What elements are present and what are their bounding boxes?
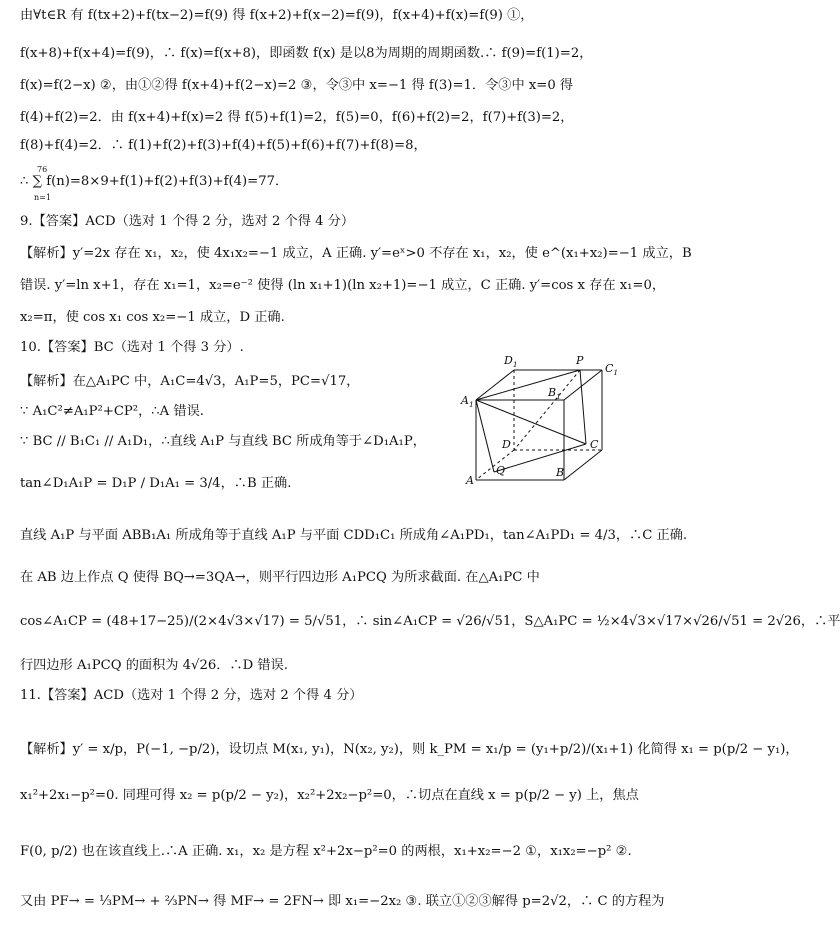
- label-D: D: [502, 438, 511, 451]
- label-C: C: [590, 438, 599, 451]
- answer-heading-10: 10.【答案】BC（选对 1 个得 3 分）.: [20, 340, 244, 355]
- text-line: 又由 PF→ = ⅓PM→ + ⅔PN→ 得 MF→ = 2FN→ 即 x₁=−2x₂ ③. 联立①②③解得 p=2√2，∴ C 的方程为: [20, 894, 665, 909]
- text-line: 由∀t∈R 有 f(tx+2)+f(tx−2)=f(9) 得 f(x+2)+f(x−2)=f(9)，f(x+4)+f(x)=f(9) ①，: [20, 8, 534, 23]
- summation-text: ∴ ∑ f(n)=8×9+f(1)+f(2)+f(3)+f(4)=77．: [20, 174, 289, 189]
- text-line: f(x)=f(2−x) ②，由①②得 f(x+4)+f(2−x)=2 ③，令③中 x=−1 得 f(3)=1．令③中 x=0 得: [20, 78, 574, 93]
- text-line: cos∠A₁CP = (48+17−25)/(2×4√3×√17) = 5/√51，∴ sin∠A₁CP = √26/√51，S△A₁PC = ½×4√3×√17×√26/√51 = 2√26，∴平: [20, 614, 840, 629]
- label-P: P: [576, 354, 584, 367]
- answer-heading-9: 9.【答案】ACD（选对 1 个得 2 分，选对 2 个得 4 分）: [20, 214, 355, 229]
- text-line: 错误. y′=ln x+1，存在 x₁=1，x₂=e⁻² 使得 (ln x₁+1)(ln x₂+1)=−1 成立，C 正确. y′=cos x 存在 x₁=0，: [20, 278, 666, 293]
- text-line: 【解析】y′=2x 存在 x₁，x₂，使 4x₁x₂=−1 成立，A 正确. y′=eˣ>0 不存在 x₁，x₂，使 e^(x₁+x₂)=−1 成立，B: [20, 246, 692, 261]
- label-A1: $A_1$: [461, 394, 474, 409]
- text-line: 直线 A₁P 与平面 ABB₁A₁ 所成角等于直线 A₁P 与平面 CDD₁C₁ 所成角∠A₁PD₁，tan∠A₁PD₁ = 4/3，∴C 正确.: [20, 528, 688, 543]
- sum-upper-limit: 76: [37, 165, 48, 174]
- text-line: F(0, p/2) 也在该直线上.∴A 正确. x₁，x₂ 是方程 x²+2x−p²=0 的两根，x₁+x₂=−2 ①，x₁x₂=−p² ②.: [20, 844, 632, 859]
- text-line: x₂=π，使 cos x₁ cos x₂=−1 成立，D 正确.: [20, 310, 285, 325]
- label-B: B: [556, 466, 565, 479]
- text-line: 【解析】在△A₁PC 中，A₁C=4√3，A₁P=5，PC=√17，: [20, 374, 360, 389]
- label-B1: $B_1$: [548, 386, 561, 401]
- label-D1: $D_1$: [504, 354, 518, 369]
- text-line: tan∠D₁A₁P = D₁P / D₁A₁ = 3/4，∴B 正确.: [20, 476, 292, 491]
- cube-diagram: [458, 352, 656, 490]
- text-line: f(x+8)+f(x+4)=f(9)，∴ f(x)=f(x+8)，即函数 f(x) 是以8为周期的周期函数.∴ f(9)=f(1)=2，: [20, 46, 593, 61]
- text-line: ∵ A₁C²≠A₁P²+CP²，∴A 错误.: [20, 404, 204, 419]
- text-line: ∵ BC // B₁C₁ // A₁D₁，∴直线 A₁P 与直线 BC 所成角等于∠D₁A₁P，: [20, 434, 426, 449]
- answer-heading-11: 11.【答案】ACD（选对 1 个得 2 分，选对 2 个得 4 分）: [20, 688, 363, 703]
- text-line: 行四边形 A₁PCQ 的面积为 4√26．∴D 错误.: [20, 658, 288, 673]
- text-line: f(8)+f(4)=2．∴ f(1)+f(2)+f(3)+f(4)+f(5)+f(6)+f(7)+f(8)=8，: [20, 138, 427, 153]
- text-line: 【解析】y′ = x/p，P(−1, −p/2)，设切点 M(x₁, y₁)，N(x₂, y₂)，则 k_PM = x₁/p = (y₁+p/2)/(x₁+1) 化简得 x₁ = p(p/2 − y₁)，: [20, 742, 799, 757]
- label-Q: Q: [496, 464, 506, 477]
- label-C1: $C_1$: [605, 362, 619, 377]
- sum-lower-limit: n=1: [34, 193, 51, 202]
- text-line: f(4)+f(2)=2．由 f(x+4)+f(x)=2 得 f(5)+f(1)=2，f(5)=0，f(6)+f(2)=2，f(7)+f(3)=2，: [20, 110, 574, 125]
- text-line: x₁²+2x₁−p²=0. 同理可得 x₂ = p(p/2 − y₂)，x₂²+2x₂−p²=0，∴切点在直线 x = p(p/2 − y) 上，焦点: [20, 788, 639, 803]
- label-A: A: [466, 474, 474, 487]
- summation-line: [20, 165, 678, 208]
- text-line: 在 AB 边上作点 Q 使得 BQ→=3QA→，则平行四边形 A₁PCQ 为所求截面. 在△A₁PC 中: [20, 570, 540, 585]
